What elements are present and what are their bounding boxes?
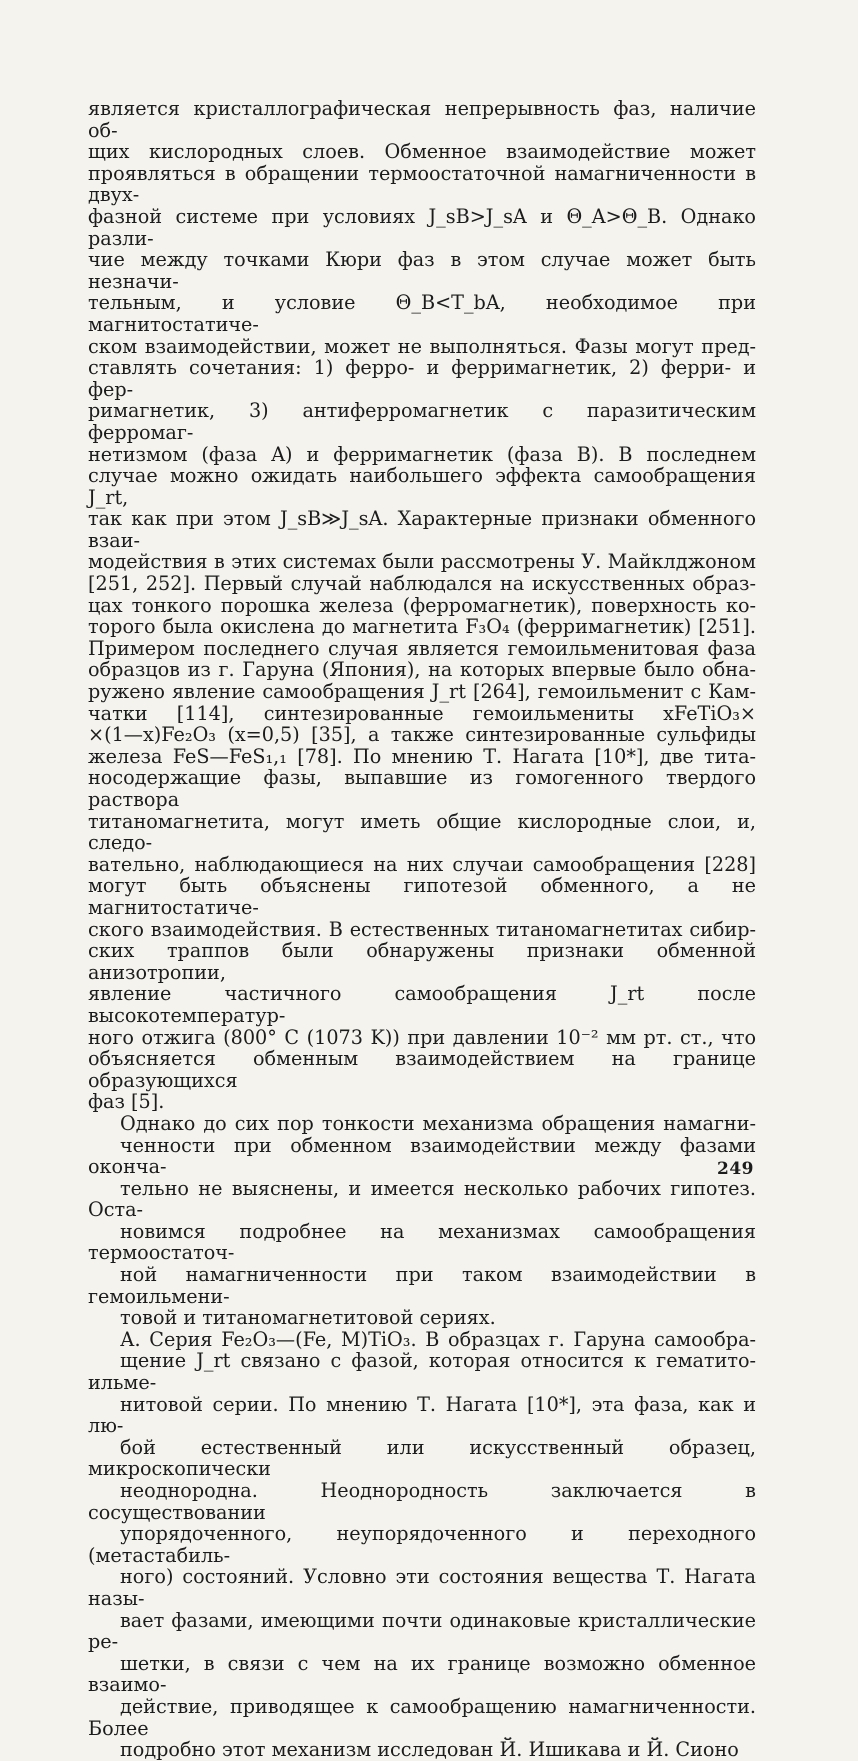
text-line: вательно, наблюдающиеся на них случаи самообращения [228] — [88, 852, 756, 876]
text-line: щих кислородных слоев. Обменное взаимодействие может проявляться в обращении термоостаточной намагниченности в двух- — [88, 140, 756, 207]
text-line: фазной системе при условиях J_sB>J_sA и Θ_A>Θ_B. Однако разли- — [88, 204, 756, 250]
text-line: нитовой серии. По мнению Т. Нагата [10*], эта фаза, как и лю- — [88, 1392, 756, 1438]
text-line: римагнетик, 3) антиферромагнетик с паразитическим ферромаг- — [88, 399, 756, 444]
text-line: ченности при обменном взаимодействии между фазами оконча- — [88, 1133, 756, 1179]
text-line: явление частичного самообращения J_rt после высокотемператур- — [88, 982, 756, 1027]
text-line: шетки, в связи с чем на их границе возможно обменное взаимо- — [88, 1651, 756, 1697]
text-line: объясняется обменным взаимодействием на границе образующихся — [88, 1047, 756, 1092]
text-line: железа FeS—FeS₁,₁ [78]. По мнению Т. Нагата [10*], две тита- — [88, 744, 756, 768]
text-line: ×(1—x)Fe₂O₃ (x=0,5) [35], а также синтезированные сульфиды — [88, 723, 756, 747]
paragraph-2 — [88, 1113, 756, 1329]
text-line: новимся подробнее на механизмах самообращения термоостаточ- — [88, 1219, 756, 1265]
text-line: цах тонкого порошка железа (ферромагнетик), поверхность ко- — [88, 593, 756, 617]
page-text — [88, 98, 756, 1761]
text-line: вает фазами, имеющими почти одинаковые кристаллические ре- — [88, 1608, 756, 1654]
text-line: ной намагниченности при таком взаимодействии в гемоильмени- — [88, 1263, 756, 1308]
text-line: носодержащие фазы, выпавшие из гомогенного твердого раствора — [88, 766, 756, 811]
paragraph-1 — [88, 98, 756, 1113]
text-line: Однако до сих пор тонкости механизма обращения намагни- — [120, 1111, 756, 1135]
paragraph-3 — [88, 1329, 756, 1761]
text-line: ского взаимодействия. В естественных титаномагнетитах сибир- — [88, 917, 756, 941]
text-line: титаномагнетита, могут иметь общие кислородные слои, и, следо- — [88, 809, 756, 855]
text-line: могут быть объяснены гипотезой обменного, а не магнитостатиче- — [88, 874, 756, 919]
text-line: ного отжига (800° C (1073 K)) при давлении 10⁻² мм рт. ст., что — [88, 1025, 756, 1049]
text-line: фаз [5]. — [88, 1090, 165, 1114]
text-line: нетизмом (фаза A) и ферримагнетик (фаза B). В последнем — [88, 442, 756, 466]
text-line: действие, приводящее к самообращению намагниченности. Более — [88, 1694, 756, 1740]
text-line: неоднородна. Неоднородность заключается в сосуществовании — [88, 1479, 756, 1524]
text-line: ного) состояний. Условно эти состояния вещества Т. Нагата назы- — [88, 1565, 756, 1610]
text-line: А. Серия Fe₂O₃—(Fe, M)TiO₃. В образцах г. Гаруна самообра- — [120, 1327, 756, 1351]
text-line: упорядоченного, неупорядоченного и переходного (метастабиль- — [88, 1522, 756, 1567]
text-line: бой естественный или искусственный образец, микроскопически — [88, 1435, 756, 1481]
text-line: тельным, и условие Θ_B<T_bA, необходимое при магнитостатиче- — [88, 291, 756, 336]
text-line: ружено явление самообращения J_rt [264], гемоильменит с Кам- — [88, 680, 756, 704]
text-line: модействия в этих системах были рассмотрены У. Майклджоном — [88, 550, 756, 574]
text-line: Примером последнего случая является гемоильменитовая фаза — [88, 636, 756, 660]
page-number: 249 — [717, 1159, 754, 1179]
text-line: ставлять сочетания: 1) ферро- и ферримагнетик, 2) ферри- и фер- — [88, 356, 756, 401]
text-line: чие между точками Кюри фаз в этом случае может быть незначи- — [88, 248, 756, 293]
text-line: так как при этом J_sB≫J_sA. Характерные признаки обменного взаи- — [88, 507, 756, 552]
text-line: образцов из г. Гаруна (Япония), на которых впервые было обна- — [88, 658, 756, 682]
text-line: щение J_rt связано с фазой, которая относится к гематито-ильме- — [88, 1349, 756, 1395]
text-line: торого была окислена до магнетита F₃O₄ (ферримагнетик) [251]. — [88, 615, 756, 639]
text-line: является кристаллографическая непрерывность фаз, наличие об- — [88, 97, 756, 142]
text-line: подробно этот механизм исследован Й. Ишикава и Й. Сионо — [120, 1738, 739, 1761]
text-line: ском взаимодействии, может не выполняться. Фазы могут пред- — [88, 334, 756, 358]
text-line: чатки [114], синтезированные гемоильмениты xFeTiO₃× — [88, 701, 756, 725]
text-line: тельно не выяснены, и имеется несколько рабочих гипотез. Оста- — [88, 1176, 756, 1222]
text-line: [251, 252]. Первый случай наблюдался на искусственных образ- — [88, 572, 756, 596]
text-line: случае можно ожидать наибольшего эффекта самообращения J_rt, — [88, 464, 756, 509]
text-line: товой и титаномагнетитовой сериях. — [120, 1306, 496, 1330]
text-line: ских траппов были обнаружены признаки обменной анизотропии, — [88, 939, 756, 984]
